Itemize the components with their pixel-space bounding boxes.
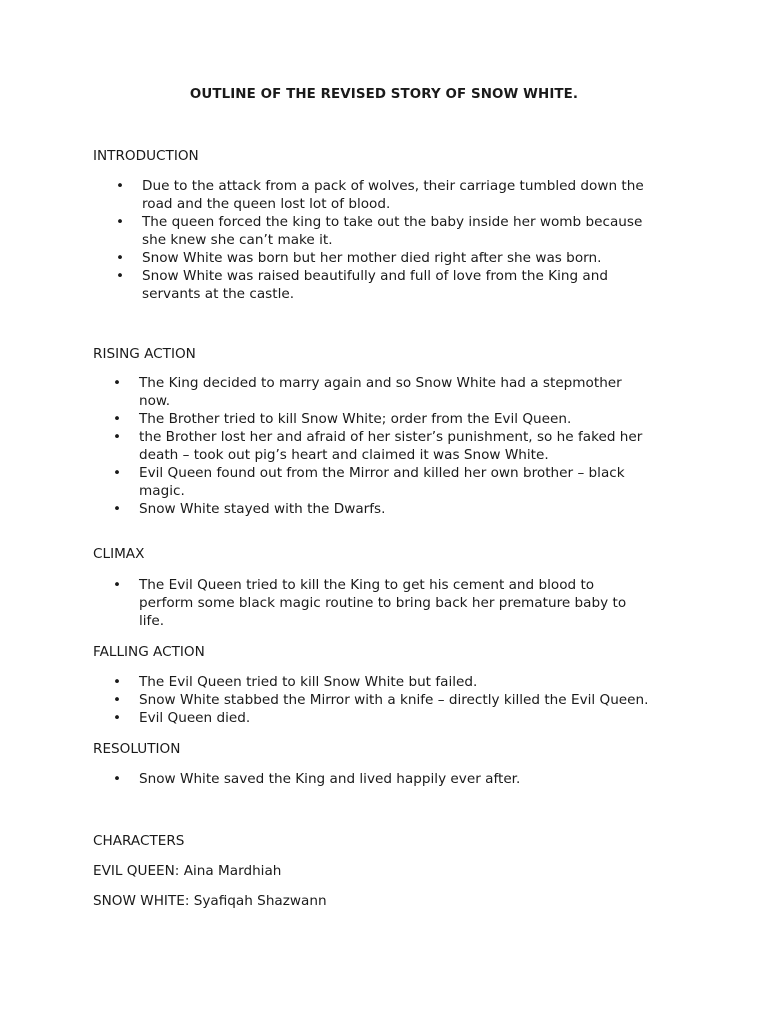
bullet-item (113, 709, 699, 727)
bullet-item (113, 770, 699, 788)
bullet-dot-icon: • (113, 375, 122, 391)
bullet-item (116, 177, 682, 213)
bullet-text-line: Snow White stayed with the Dwarfs. (139, 501, 386, 517)
bullet-dot-icon: • (116, 214, 125, 230)
bullet-dot-icon: • (113, 429, 122, 445)
character-snow-white: SNOW WHITE: Syafiqah Shazwann (93, 893, 327, 909)
bullet-text-line: road and the queen lost lot of blood. (142, 196, 391, 212)
bullet-item (113, 500, 684, 518)
section-heading-falling-action: FALLING ACTION (93, 644, 205, 660)
bullet-text-line: servants at the castle. (142, 286, 295, 302)
section-heading-introduction: INTRODUCTION (93, 148, 199, 164)
bullet-list-introduction (116, 177, 682, 303)
character-evil-queen: EVIL QUEEN: Aina Mardhiah (93, 863, 282, 879)
bullet-dot-icon: • (113, 465, 122, 481)
document-title: OUTLINE OF THE REVISED STORY OF SNOW WHITE. (189, 87, 579, 102)
bullet-text-line: Evil Queen found out from the Mirror and killed her own brother – black (139, 465, 625, 481)
bullet-item (113, 691, 699, 709)
bullet-list-rising-action (113, 374, 684, 518)
bullet-text-line: the Brother lost her and afraid of her sister’s punishment, so he faked her (139, 429, 643, 445)
bullet-dot-icon: • (116, 250, 125, 266)
section-heading-climax: CLIMAX (93, 546, 145, 562)
bullet-text-line: The Evil Queen tried to kill the King to get his cement and blood to (139, 577, 595, 593)
bullet-text-line: The King decided to marry again and so Snow White had a stepmother (139, 375, 622, 391)
bullet-dot-icon: • (116, 178, 125, 194)
bullet-text-line: now. (139, 393, 171, 409)
bullet-item (113, 428, 684, 464)
bullet-list-climax (113, 576, 669, 630)
bullet-dot-icon: • (113, 577, 122, 593)
bullet-text-line: Due to the attack from a pack of wolves, their carriage tumbled down the (142, 178, 644, 194)
bullet-dot-icon: • (113, 411, 122, 427)
section-heading-resolution: RESOLUTION (93, 741, 181, 757)
bullet-dot-icon: • (113, 674, 122, 690)
bullet-text-line: life. (139, 613, 165, 629)
bullet-text-line: magic. (139, 483, 185, 499)
bullet-item (113, 464, 684, 500)
bullet-item (113, 673, 699, 691)
bullet-dot-icon: • (113, 771, 122, 787)
bullet-dot-icon: • (113, 501, 122, 517)
bullet-list-falling-action (113, 673, 699, 727)
bullet-text-line: death – took out pig’s heart and claimed it was Snow White. (139, 447, 549, 463)
bullet-text-line: Snow White was raised beautifully and full of love from the King and (142, 268, 608, 284)
bullet-text-line: Snow White saved the King and lived happily ever after. (139, 771, 521, 787)
bullet-text-line: Snow White stabbed the Mirror with a knife – directly killed the Evil Queen. (139, 692, 649, 708)
bullet-item (116, 213, 682, 249)
bullet-dot-icon: • (113, 692, 122, 708)
bullet-text-line: The queen forced the king to take out the baby inside her womb because (142, 214, 643, 230)
bullet-item (116, 249, 682, 267)
bullet-item (113, 576, 669, 630)
bullet-item (113, 410, 684, 428)
bullet-item (113, 374, 684, 410)
bullet-dot-icon: • (113, 710, 122, 726)
characters-heading: CHARACTERS (93, 833, 185, 849)
bullet-text-line: she knew she can’t make it. (142, 232, 333, 248)
bullet-text-line: The Brother tried to kill Snow White; order from the Evil Queen. (139, 411, 572, 427)
bullet-text-line: Evil Queen died. (139, 710, 251, 726)
bullet-text-line: Snow White was born but her mother died right after she was born. (142, 250, 602, 266)
bullet-item (116, 267, 682, 303)
bullet-list-resolution (113, 770, 699, 788)
bullet-dot-icon: • (116, 268, 125, 284)
bullet-text-line: The Evil Queen tried to kill Snow White but failed. (139, 674, 478, 690)
section-heading-rising-action: RISING ACTION (93, 346, 196, 362)
bullet-text-line: perform some black magic routine to bring back her premature baby to (139, 595, 627, 611)
